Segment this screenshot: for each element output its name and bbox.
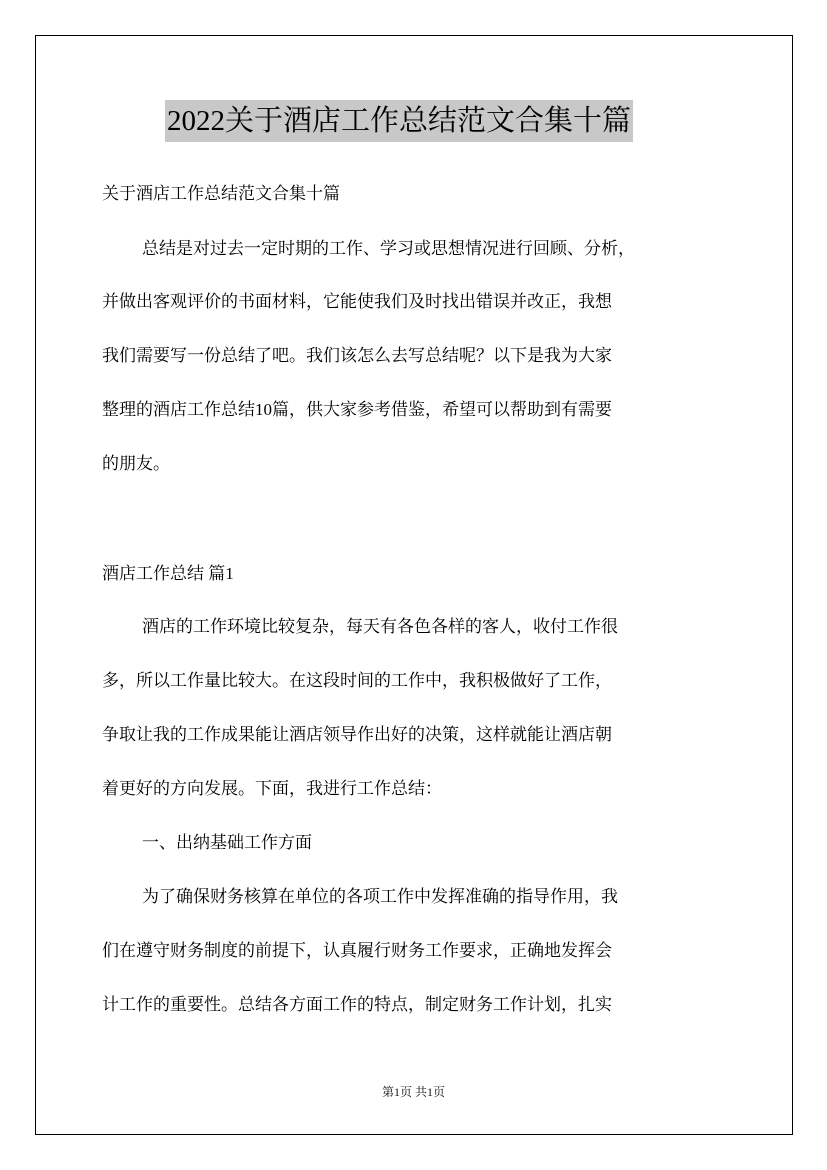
intro-line: 整理的酒店工作总结10篇，供大家参考借鉴，希望可以帮助到有需要 — [102, 400, 612, 419]
document-subtitle: 关于酒店工作总结范文合集十篇 — [102, 184, 340, 203]
section-heading: 酒店工作总结 篇1 — [102, 564, 234, 583]
body-line: 计工作的重要性。总结各方面工作的特点，制定财务工作计划，扎实 — [102, 995, 612, 1014]
section-line: 着更好的方向发展。下面，我进行工作总结： — [102, 779, 442, 798]
body-line: 们在遵守财务制度的前提下，认真履行财务工作要求，正确地发挥会 — [102, 941, 612, 960]
intro-line: 的朋友。 — [102, 454, 170, 473]
section-line: 多，所以工作量比较大。在这段时间的工作中，我积极做好了工作， — [102, 671, 612, 690]
subheading: 一、出纳基础工作方面 — [142, 833, 312, 852]
section-line: 酒店的工作环境比较复杂，每天有各色各样的客人，收付工作很 — [142, 617, 618, 636]
intro-line: 总结是对过去一定时期的工作、学习或思想情况进行回顾、分析， — [142, 239, 635, 258]
document-title: 2022关于酒店工作总结范文合集十篇 — [167, 105, 632, 137]
intro-line: 我们需要写一份总结了吧。我们该怎么去写总结呢？以下是我为大家 — [102, 346, 612, 365]
title-highlight — [165, 100, 633, 142]
section-line: 争取让我的工作成果能让酒店领导作出好的决策，这样就能让酒店朝 — [102, 725, 612, 744]
page-footer: 第1页 共1页 — [381, 1085, 445, 1099]
intro-line: 并做出客观评价的书面材料，它能使我们及时找出错误并改正，我想 — [102, 292, 612, 311]
body-line: 为了确保财务核算在单位的各项工作中发挥准确的指导作用，我 — [142, 887, 618, 906]
